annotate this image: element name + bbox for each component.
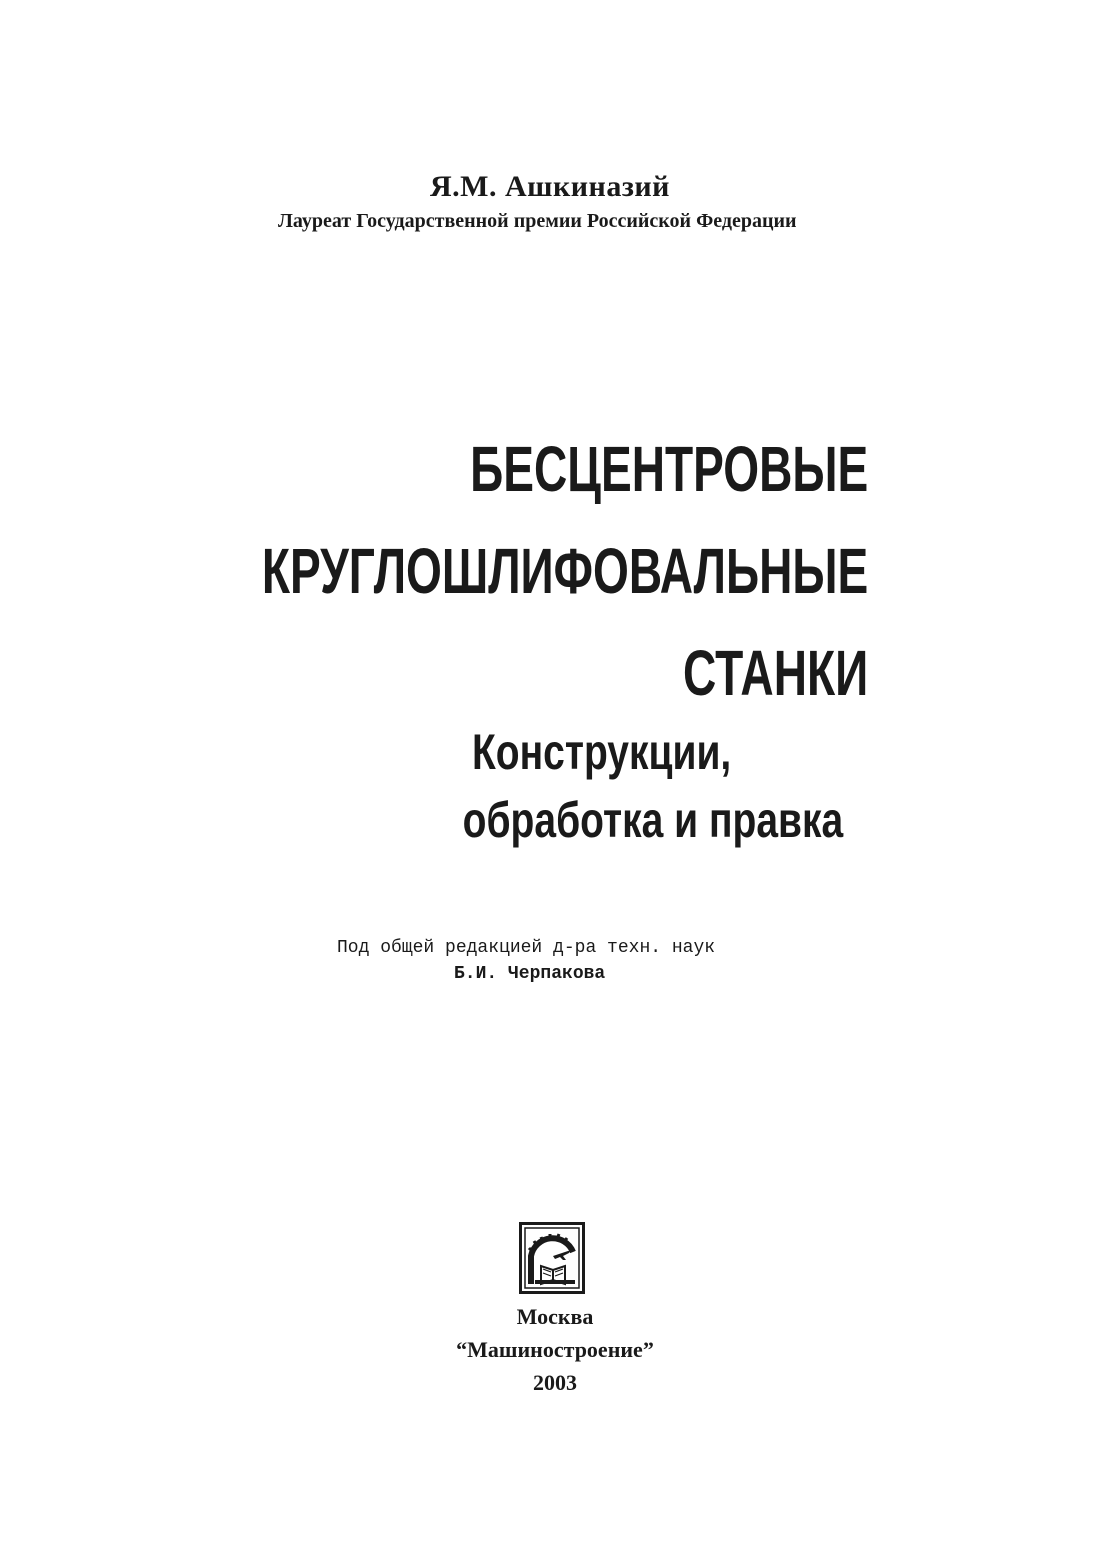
publisher-name: “Машиностроение”: [456, 1337, 654, 1362]
editor-name: Б.И. Черпакова: [454, 964, 606, 984]
publication-year: 2003: [533, 1370, 577, 1395]
author-name: Я.М. Ашкиназий: [430, 170, 670, 203]
publisher-city: Москва: [516, 1304, 594, 1329]
editor-credit-line-1: Под общей редакцией д-ра техн. наук: [337, 938, 716, 958]
publisher-block: [430, 1300, 680, 1399]
book-subtitle-line-1: Конструкции,: [472, 724, 732, 780]
book-subtitle-line-2: обработка и правка: [462, 792, 844, 848]
publisher-logo-icon: [519, 1222, 585, 1294]
author-title: Лауреат Государственной премии Российской Федерации: [278, 210, 797, 232]
book-title-line-3: СТАНКИ: [682, 637, 868, 709]
book-title-line-1: БЕСЦЕНТРОВЫЕ: [469, 433, 868, 505]
book-title-line-2: КРУГЛОШЛИФОВАЛЬНЫЕ: [261, 535, 868, 607]
book-title: [262, 418, 868, 724]
